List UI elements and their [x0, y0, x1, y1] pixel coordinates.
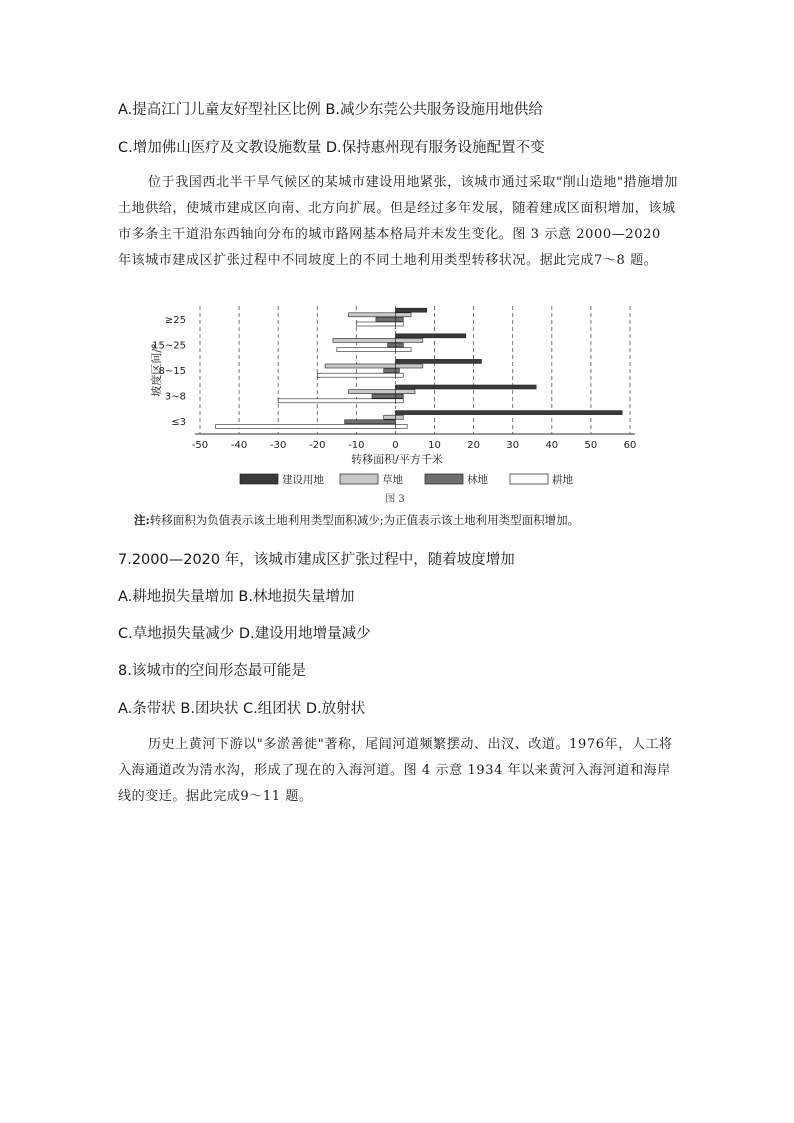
y-axis-label: 坡度区间/°	[150, 343, 163, 397]
bar-耕地-8~15	[317, 373, 395, 377]
q8-options: A.条带状 B.团块状 C.组团状 D.放射状	[118, 701, 366, 717]
x-tick-label-3: -20	[309, 440, 326, 451]
chart-legend	[240, 473, 573, 486]
note-text: 转移面积为负值表示该土地利用类型面积减少;为正值表示该土地利用类型面积增加。	[149, 513, 580, 527]
bar-pos-草地-8~15	[395, 364, 422, 368]
bar-pos-草地-15~25	[395, 338, 422, 342]
bar-pos-林地-15~25	[395, 343, 403, 347]
chart-bars	[216, 308, 623, 428]
bar-pos-林地-≥25	[395, 317, 403, 321]
bar-建设用地-≤3	[395, 411, 622, 415]
bar-草地-≤3	[384, 415, 396, 419]
bar-林地-15~25	[388, 343, 396, 347]
legend-label-2: 林地	[467, 474, 488, 486]
bar-建设用地-3~8	[395, 385, 536, 389]
x-axis-label: 转移面积/平方千米	[351, 453, 443, 466]
q7-options-line2: C.草地损失量减少 D.建设用地增量减少	[118, 626, 371, 642]
x-tick-label-10: 50	[584, 440, 598, 451]
bar-pos-耕地-≤3	[395, 424, 407, 428]
q7-options-line1: A.耕地损失量增加 B.林地损失量增加	[118, 589, 355, 605]
x-tick-label-0: -50	[191, 440, 209, 451]
note-label: 注:	[134, 513, 150, 527]
bar-耕地-15~25	[337, 348, 396, 352]
bar-pos-草地-3~8	[395, 390, 415, 394]
y-tick-label-3: 15~25	[152, 340, 186, 352]
legend-swatch-2	[425, 474, 463, 484]
bar-林地-≤3	[345, 420, 396, 424]
y-tick-label-4: ≥25	[164, 314, 186, 326]
y-tick-label-1: 3~8	[164, 391, 186, 403]
bar-建设用地-15~25	[395, 334, 465, 338]
x-tick-label-7: 20	[467, 440, 481, 451]
passage-2-text: 历史上黄河下游以"多淤善徙"著称，尾闾河道频繁摆动、出汊、改道。1976年，人工将入海通道改为清水沟，形成了现在的入海河道。图 4 示意 1934 年以来黄河入海河道和海岸线的变迁。据此完成9～11 题。	[118, 737, 673, 804]
legend-label-0: 建设用地	[282, 474, 324, 486]
legend-swatch-0	[240, 474, 278, 484]
bar-pos-耕地-15~25	[395, 348, 411, 352]
x-tick-label-2: -30	[270, 440, 287, 451]
x-tick-label-4: -10	[348, 440, 365, 451]
bar-pos-耕地-≥25	[395, 322, 403, 326]
bar-pos-草地-≥25	[395, 313, 411, 317]
bar-pos-耕地-8~15	[395, 373, 403, 377]
chart-note	[134, 512, 579, 528]
q7-stem: 7.2000—2020 年，该城市建成区扩张过程中，随着坡度增加	[118, 552, 515, 568]
x-tick-label-11: 60	[623, 440, 637, 451]
legend-swatch-3	[510, 474, 548, 484]
y-tick-label-0: ≤3	[171, 417, 186, 429]
q8-stem: 8.该城市的空间形态最可能是	[118, 663, 306, 679]
bar-耕地-≤3	[216, 424, 396, 428]
bar-林地-8~15	[384, 369, 396, 373]
bar-pos-草地-≤3	[395, 415, 403, 419]
bar-pos-林地-3~8	[395, 394, 403, 398]
passage-1	[118, 170, 678, 274]
passage-2	[118, 732, 678, 810]
bar-草地-≥25	[349, 313, 396, 317]
bar-草地-15~25	[333, 338, 396, 342]
legend-label-3: 耕地	[552, 474, 573, 486]
bar-耕地-≥25	[356, 322, 395, 326]
y-tick-label-2: 8~15	[158, 366, 186, 377]
bar-草地-8~15	[325, 364, 395, 368]
x-tick-label-1: -40	[230, 440, 248, 451]
bar-建设用地-≥25	[395, 308, 426, 312]
x-tick-label-9: 40	[545, 440, 559, 451]
x-tick-label-8: 30	[506, 440, 520, 451]
bar-林地-≥25	[376, 317, 396, 321]
passage-1-text: 位于我国西北半干旱气候区的某城市建设用地紧张，该城市通过采取"削山造地"措施增加土地供给，使城市建成区向南、北方向扩展。但是经过多年发展，随着建成区面积增加，该城市多条主干道沿东西轴向分布的城市路网基本格局并未发生变化。图 3 示意 2000—2020 年该城市建成区扩张过程中不同坡度上的不同土地利用类型转移状况。据此完成7～8 题。	[118, 175, 678, 268]
x-tick-label-6: 10	[428, 440, 441, 451]
land-transfer-chart	[140, 300, 650, 510]
bar-草地-3~8	[349, 390, 396, 394]
q6-options-line1: A.提高江门儿童友好型社区比例 B.减少东莞公共服务设施用地供给	[118, 102, 543, 118]
bar-耕地-3~8	[278, 399, 395, 403]
q6-options-line2: C.增加佛山医疗及文教设施数量 D.保持惠州现有服务设施配置不变	[118, 140, 545, 156]
legend-label-1: 草地	[382, 474, 403, 486]
chart-ticks	[152, 315, 636, 451]
bar-林地-3~8	[372, 394, 395, 398]
bar-建设用地-8~15	[395, 359, 481, 363]
bar-pos-耕地-3~8	[395, 399, 403, 403]
figure-label: 图 3	[385, 494, 405, 505]
x-tick-label-5: 0	[392, 440, 399, 451]
legend-swatch-1	[340, 474, 378, 484]
bar-pos-林地-8~15	[395, 369, 399, 373]
